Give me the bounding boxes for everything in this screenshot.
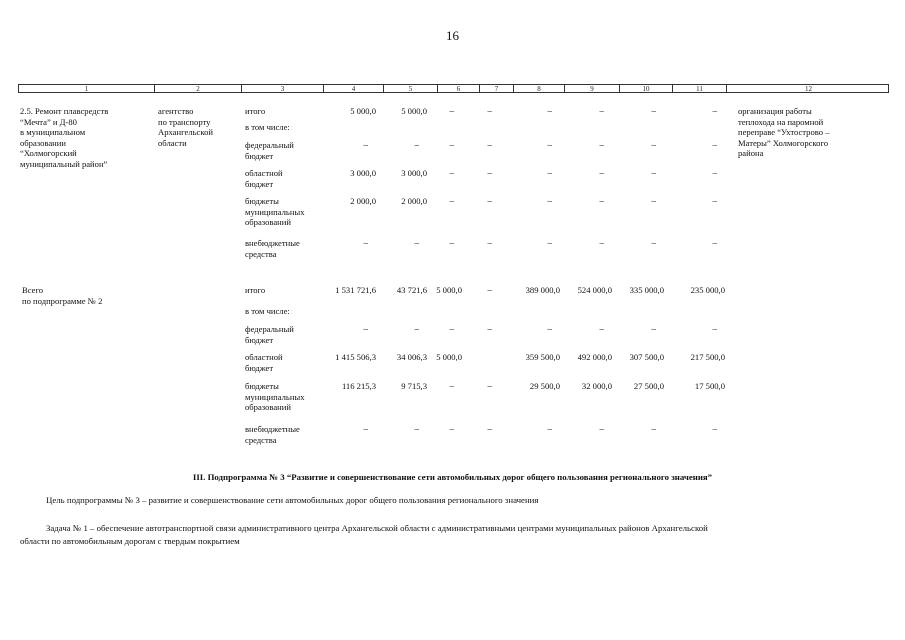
column-header-8: 8 [513, 85, 564, 92]
total-value-col4: 1 415 506,3 [335, 352, 376, 362]
column-number-header [18, 84, 889, 93]
item-value-col5: 5 000,0 [401, 106, 427, 116]
total-value-col9: 524 000,0 [577, 285, 612, 295]
item-executor: агентство [158, 106, 194, 116]
total-value-col7: – [487, 381, 492, 391]
item-value-col7: – [487, 238, 492, 248]
item-value-col7: – [487, 140, 492, 150]
total-value-col5: – [414, 324, 419, 334]
total-row-label: в том числе: [245, 306, 290, 316]
column-header-3: 3 [241, 85, 323, 92]
total-row-label: внебюджетные [245, 424, 300, 434]
item-value-col8: – [547, 168, 552, 178]
column-header-10: 10 [619, 85, 672, 92]
item-name: муниципальный район” [20, 158, 108, 169]
item-value-col10: – [651, 106, 656, 116]
item-row-label: итого [245, 106, 266, 116]
total-value-col10: – [651, 424, 656, 434]
item-value-col6: – [449, 106, 454, 116]
total-value-col6: – [449, 424, 454, 434]
total-value-col11: – [712, 324, 717, 334]
total-value-col6: – [449, 381, 454, 391]
total-value-col5: 9 715,3 [401, 381, 427, 391]
item-value-col11: – [712, 140, 717, 150]
item-value-col9: – [599, 238, 604, 248]
item-value-col6: – [449, 196, 454, 206]
total-name: по подпрограмме № 2 [22, 295, 103, 306]
total-value-col5: – [414, 424, 419, 434]
total-value-col11: 235 000,0 [690, 285, 725, 295]
total-row-label: бюджет [245, 362, 274, 373]
item-result: организация работы [738, 106, 812, 116]
column-header-9: 9 [564, 85, 619, 92]
item-row-label: внебюджетные [245, 238, 300, 248]
item-value-col11: – [712, 106, 717, 116]
total-row-label: средства [245, 434, 277, 445]
total-value-col8: 29 500,0 [529, 381, 560, 391]
subprogram-goal: Цель подпрограммы № 3 – развитие и совершенствование сети автомобильных дорог общего пользования регионального значения [46, 495, 539, 505]
item-value-col5: 2 000,0 [401, 196, 427, 206]
item-name: образовании [20, 137, 66, 148]
total-row-label: муниципальных [245, 391, 305, 402]
total-value-col6: 5 000,0 [436, 352, 462, 362]
item-row-label: муниципальных [245, 206, 305, 217]
total-value-col6: – [449, 324, 454, 334]
column-header-1: 1 [84, 85, 89, 93]
total-value-col10: 307 500,0 [629, 352, 664, 362]
item-value-col4: 5 000,0 [350, 106, 376, 116]
item-executor: области [158, 137, 187, 148]
item-value-col5: – [414, 140, 419, 150]
total-value-col8: – [547, 324, 552, 334]
total-value-col9: 32 000,0 [581, 381, 612, 391]
total-name: Всего [22, 285, 44, 295]
total-value-col6: 5 000,0 [436, 285, 462, 295]
item-name: “Холмогорский [20, 148, 77, 158]
total-value-col11: 17 500,0 [694, 381, 725, 391]
item-value-col7: – [487, 196, 492, 206]
item-value-col7: – [487, 168, 492, 178]
item-row-label: областной [245, 168, 283, 178]
column-header-6: 6 [437, 85, 479, 92]
item-name: 2.5. Ремонт плавсредств [20, 106, 109, 116]
column-header-2: 2 [154, 85, 241, 92]
item-value-col10: – [651, 238, 656, 248]
item-row-label: бюджет [245, 178, 274, 189]
total-row-label: федеральный [245, 324, 294, 334]
task-line-2: области по автомобильным дорогам с твердым покрытием [20, 536, 240, 546]
item-row-label: федеральный [245, 140, 294, 150]
total-value-col4: 1 531 721,6 [335, 285, 376, 295]
item-row-label: бюджеты [245, 196, 279, 206]
column-header-12: 12 [726, 85, 890, 92]
total-value-col5: 43 721,6 [396, 285, 427, 295]
item-executor: по транспорту [158, 116, 211, 127]
item-result: Матеры” Холмогорского [738, 137, 829, 148]
total-value-col4: 116 215,3 [341, 381, 376, 391]
item-value-col4: – [363, 238, 368, 248]
item-value-col10: – [651, 196, 656, 206]
item-value-col10: – [651, 168, 656, 178]
item-value-col11: – [712, 196, 717, 206]
total-value-col9: – [599, 324, 604, 334]
item-value-col4: 2 000,0 [350, 196, 376, 206]
item-value-col11: – [712, 238, 717, 248]
section-heading: III. Подпрограмма № 3 “Развитие и совершенствование сети автомобильных дорог общего пользования регионального значения” [192, 472, 713, 482]
item-value-col9: – [599, 140, 604, 150]
item-value-col9: – [599, 106, 604, 116]
total-value-col4: – [363, 324, 368, 334]
column-header-5: 5 [383, 85, 437, 92]
total-value-col10: 335 000,0 [629, 285, 664, 295]
item-result: переправе “Ухтострово – [738, 127, 830, 137]
total-value-col11: 217 500,0 [690, 352, 725, 362]
total-value-col9: 492 000,0 [577, 352, 612, 362]
item-row-label: бюджет [245, 150, 274, 161]
column-header-4: 4 [323, 85, 383, 92]
item-value-col8: – [547, 106, 552, 116]
item-value-col7: – [487, 106, 492, 116]
task-line-1: Задача № 1 – обеспечение автотранспортной связи административного центра Архангельской области с административными центрами муниципальных районов Архангельской [46, 523, 708, 533]
column-header-7: 7 [479, 85, 513, 92]
item-result: района [738, 148, 764, 158]
item-value-col5: – [414, 238, 419, 248]
item-row-label: в том числе: [245, 122, 290, 132]
total-value-col9: – [599, 424, 604, 434]
item-value-col9: – [599, 196, 604, 206]
total-value-col8: 359 500,0 [525, 352, 560, 362]
item-name: “Мечта” и Д-80 [20, 116, 77, 127]
total-row-label: областной [245, 352, 283, 362]
total-value-col8: – [547, 424, 552, 434]
total-value-col5: 34 006,3 [396, 352, 427, 362]
item-result: теплохода на паромной [738, 116, 824, 127]
total-value-col8: 389 000,0 [525, 285, 560, 295]
item-value-col5: 3 000,0 [401, 168, 427, 178]
item-value-col8: – [547, 238, 552, 248]
item-value-col6: – [449, 168, 454, 178]
total-row-label: бюджеты [245, 381, 279, 391]
total-value-col11: – [712, 424, 717, 434]
item-value-col4: – [363, 140, 368, 150]
total-value-col7: – [487, 424, 492, 434]
item-value-col4: 3 000,0 [350, 168, 376, 178]
item-value-col6: – [449, 140, 454, 150]
total-value-col10: 27 500,0 [633, 381, 664, 391]
total-value-col10: – [651, 324, 656, 334]
item-value-col8: – [547, 140, 552, 150]
total-value-col7: – [487, 324, 492, 334]
item-value-col8: – [547, 196, 552, 206]
item-value-col6: – [449, 238, 454, 248]
item-value-col10: – [651, 140, 656, 150]
item-executor: Архангельской [158, 127, 213, 137]
item-name: в муниципальном [20, 127, 86, 137]
total-row-label: бюджет [245, 334, 274, 345]
total-value-col7: – [487, 285, 492, 295]
item-value-col11: – [712, 168, 717, 178]
item-row-label: образований [245, 217, 291, 227]
total-value-col4: – [363, 424, 368, 434]
page-number: 16 [446, 28, 459, 43]
total-row-label: образований [245, 402, 291, 412]
item-value-col9: – [599, 168, 604, 178]
total-row-label: итого [245, 285, 266, 295]
column-header-11: 11 [672, 85, 726, 92]
item-row-label: средства [245, 248, 277, 259]
